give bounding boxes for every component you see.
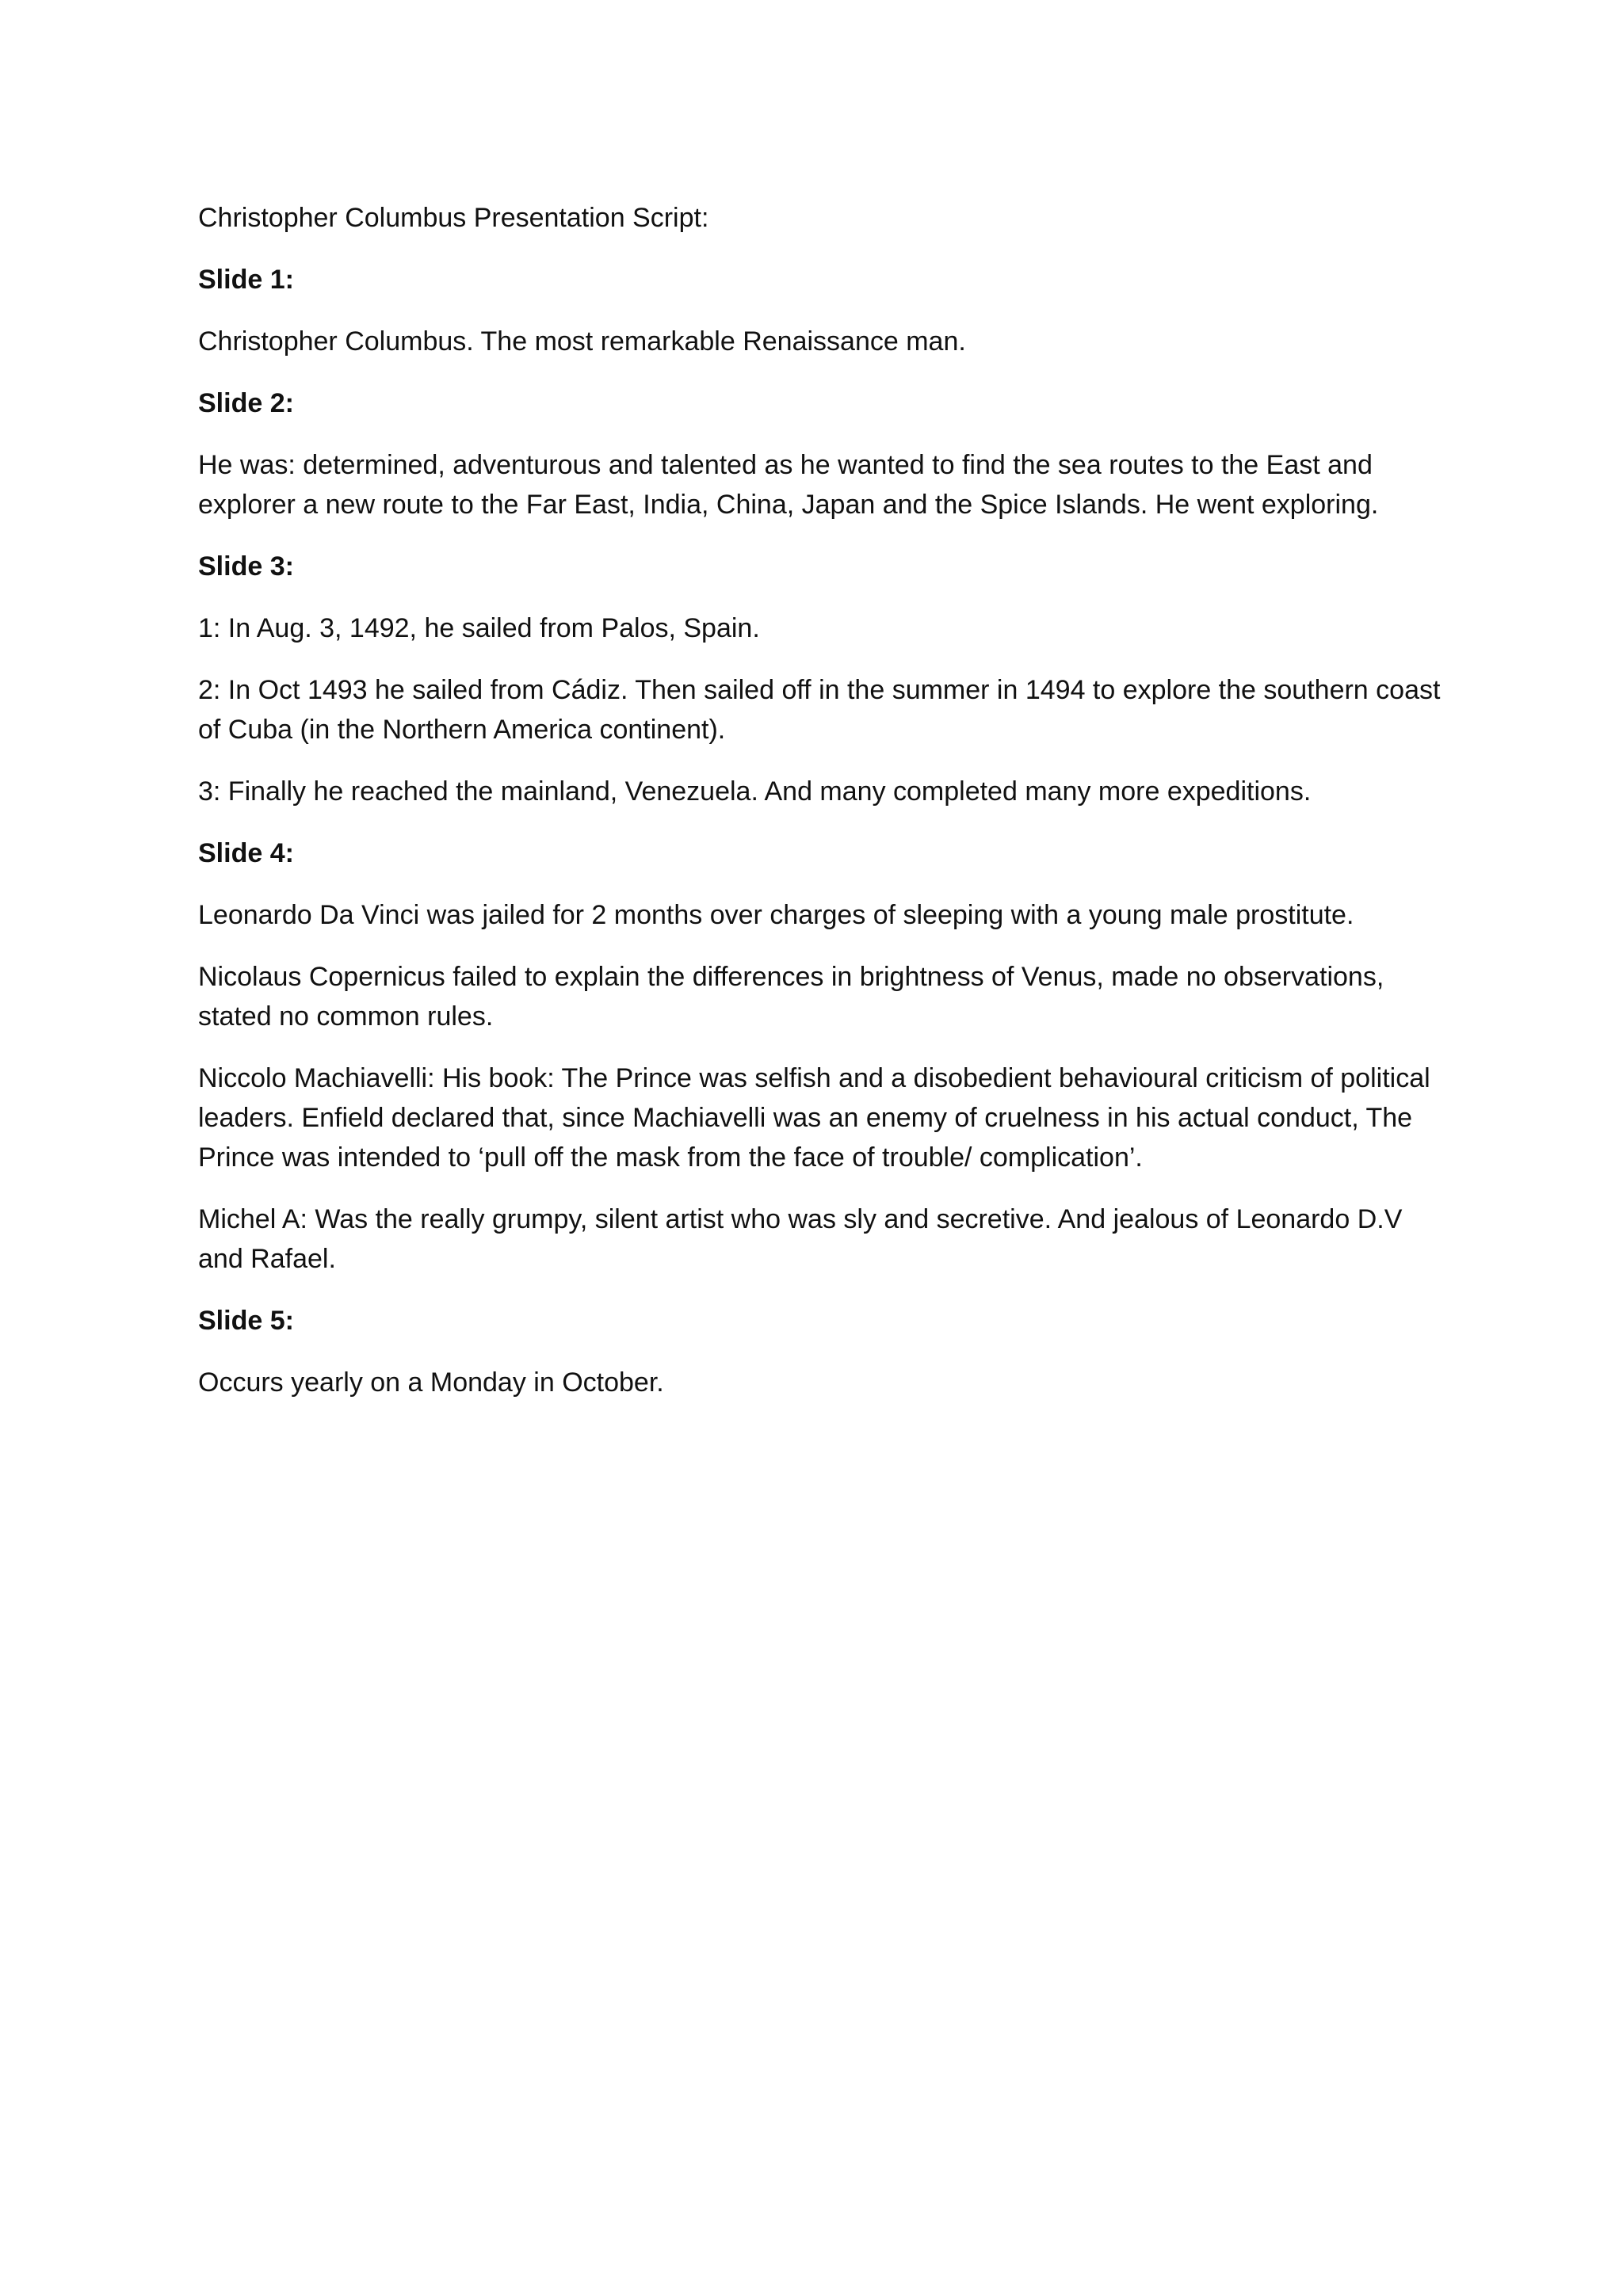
slide-4-paragraph-3: Niccolo Machiavelli: His book: The Prince was selfish and a disobedient behavioural criticism of political leaders. Enfield declared that, since Machiavelli was an enemy of cruelness in his actual conduct, The Prince was intended to ‘pull off the mask from the face of trouble/ complication’. [198,1063,1430,1173]
slide-4-heading: Slide 4: [198,838,294,868]
slide-1-paragraph: Christopher Columbus. The most remarkable Renaissance man. [198,326,966,357]
slide-4-paragraph-2: Nicolaus Copernicus failed to explain the differences in brightness of Venus, made no observations, stated no common rules. [198,962,1384,1032]
slide-3-paragraph-1: 1: In Aug. 3, 1492, he sailed from Palos, Spain. [198,613,760,643]
slide-5-paragraph: Occurs yearly on a Monday in October. [198,1367,664,1398]
slide-3-paragraph-2: 2: In Oct 1493 he sailed from Cádiz. Then sailed off in the summer in 1494 to explore the southern coast of Cuba (in the Northern America continent). [198,675,1441,745]
slide-2-heading: Slide 2: [198,388,294,418]
document-title: Christopher Columbus Presentation Script: [198,203,709,233]
slide-1-heading: Slide 1: [198,265,294,295]
slide-5-heading: Slide 5: [198,1306,294,1336]
slide-4-paragraph-1: Leonardo Da Vinci was jailed for 2 months over charges of sleeping with a young male prostitute. [198,900,1354,930]
slide-4-paragraph-4: Michel A: Was the really grumpy, silent artist who was sly and secretive. And jealous of Leonardo D.V and Rafael. [198,1204,1403,1274]
slide-3-paragraph-3: 3: Finally he reached the mainland, Venezuela. And many completed many more expeditions. [198,776,1312,807]
slide-2-paragraph: He was: determined, adventurous and talented as he wanted to find the sea routes to the East and explorer a new route to the Far East, India, China, Japan and the Spice Islands. He went exploring. [198,450,1379,520]
slide-3-heading: Slide 3: [198,551,294,582]
document-body [198,198,1450,1425]
